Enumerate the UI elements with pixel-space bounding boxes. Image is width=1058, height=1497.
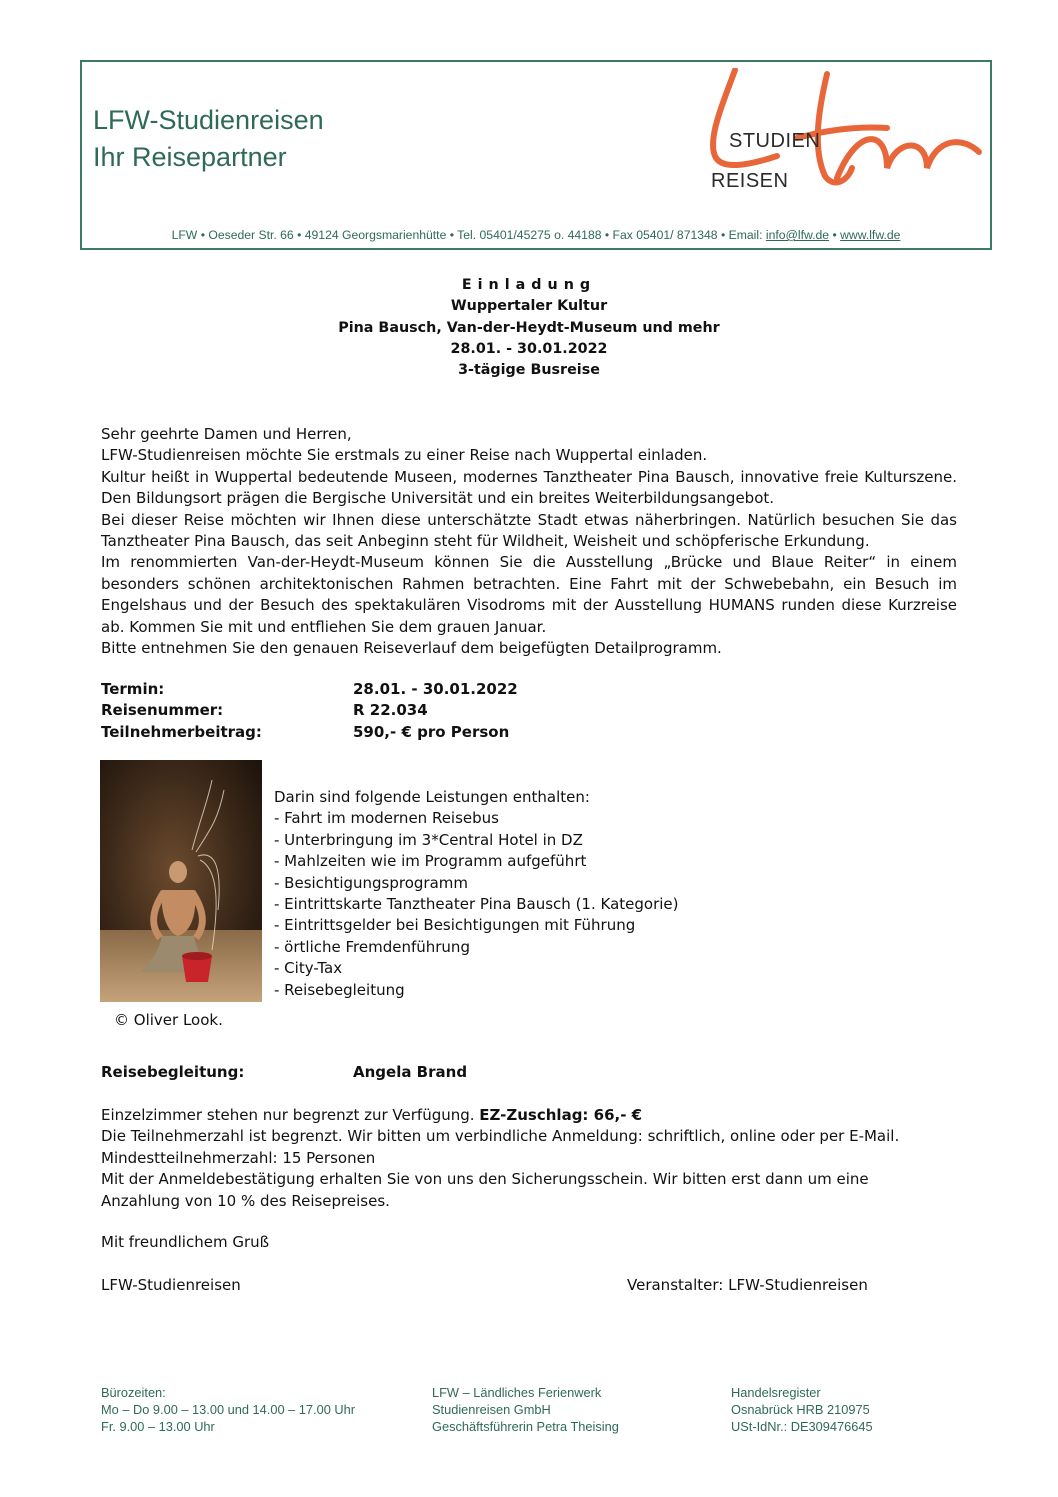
title-line-einladung: Einladung xyxy=(461,277,597,293)
service-item: - Reisebegleitung xyxy=(274,980,405,999)
paragraph-intro: LFW-Studienreisen möchte Sie erstmals zu einer Reise nach Wuppertal einladen. xyxy=(101,446,708,465)
confirmation-note: Mit der Anmeldebestätigung erhalten Sie von uns den Sicherungsschein. Wir bitten erst dann um eine xyxy=(101,1170,869,1189)
service-item: - Eintrittsgelder bei Besichtigungen mit Führung xyxy=(274,916,636,935)
service-item: - Fahrt im modernen Reisebus xyxy=(274,809,499,828)
deposit-note: Anzahlung von 10 % des Reisepreises. xyxy=(101,1191,390,1210)
logo-text-studien: STUDIEN xyxy=(729,130,821,152)
footer-company xyxy=(432,1384,619,1435)
service-item: - City-Tax xyxy=(274,959,343,978)
guide-name: Angela Brand xyxy=(353,1063,468,1081)
dancer-photo-illustration xyxy=(100,760,262,1002)
footer-line: Bürozeiten: xyxy=(101,1385,166,1400)
fact-label: Reisenummer: xyxy=(101,701,224,720)
dancer-photo xyxy=(100,760,262,1002)
footer-line: USt-IdNr.: DE309476645 xyxy=(731,1419,873,1434)
company-tagline: Ihr Reisepartner xyxy=(93,142,287,172)
company-name: LFW-Studienreisen xyxy=(93,105,324,135)
salutation: Sehr geehrte Damen und Herren, xyxy=(101,425,352,443)
footer-line: Handelsregister xyxy=(731,1385,821,1400)
service-item: - Unterbringung im 3*Central Hotel in DZ xyxy=(274,830,583,849)
footer-line: LFW – Ländliches Ferienwerk xyxy=(432,1385,602,1400)
fact-value: R 22.034 xyxy=(353,701,428,720)
fact-row xyxy=(101,700,518,721)
title-line-dates: 28.01. - 30.01.2022 xyxy=(450,340,608,357)
title-line-trip-name: Wuppertaler Kultur xyxy=(450,298,608,315)
single-room-surcharge: EZ-Zuschlag: 66,- € xyxy=(479,1106,643,1124)
participants-note: Die Teilnehmerzahl ist begrenzt. Wir bitten um verbindliche Anmeldung: schriftlich, online oder per E-Mail. xyxy=(101,1127,900,1146)
invitation-title xyxy=(0,275,1058,381)
footer-line: Fr. 9.00 – 13.00 Uhr xyxy=(101,1419,215,1434)
signature-left: LFW-Studienreisen xyxy=(101,1276,241,1294)
footer-office-hours xyxy=(101,1384,355,1435)
service-item: - örtliche Fremdenführung xyxy=(274,937,470,956)
title-line-subtitle: Pina Bausch, Van-der-Heydt-Museum und mehr xyxy=(338,319,720,336)
logo-text-reisen: REISEN xyxy=(711,170,789,192)
paragraph-program: Bitte entnehmen Sie den genauen Reiseverlauf dem beigefügten Detailprogramm. xyxy=(101,639,722,658)
footer-line: Mo – Do 9.00 – 13.00 und 14.00 – 17.00 Uhr xyxy=(101,1402,355,1417)
tour-guide xyxy=(101,1063,467,1081)
services-intro: Darin sind folgende Leistungen enthalten: xyxy=(274,788,590,806)
trip-facts xyxy=(101,679,518,743)
paragraph-culture: Kultur heißt in Wuppertal bedeutende Museen, modernes Tanztheater Pina Bausch, innovative freie Kulturszene. Den Bildungsort prägen die Bergische Universität und ein breites Weiterbildungsangebot. xyxy=(101,467,957,508)
website-link[interactable]: www.lfw.de xyxy=(840,228,901,242)
single-room-note xyxy=(101,1105,961,1126)
fact-label: Termin: xyxy=(101,680,165,698)
closing-greeting: Mit freundlichem Gruß xyxy=(101,1233,270,1251)
contact-line xyxy=(82,228,990,242)
fact-value: 28.01. - 30.01.2022 xyxy=(353,680,518,698)
footer-register xyxy=(731,1384,873,1435)
service-item: - Mahlzeiten wie im Programm aufgeführt xyxy=(274,852,587,871)
footer-line: Osnabrück HRB 210975 xyxy=(731,1402,870,1417)
contact-text: LFW • Oeseder Str. 66 • 49124 Georgsmarienhütte • Tel. 05401/45275 o. 44188 • Fax 05401/ 871348 • Email: xyxy=(171,228,766,242)
fact-row xyxy=(101,679,518,700)
fact-value: 590,- € pro Person xyxy=(353,722,510,741)
title-line-duration: 3-tägige Busreise xyxy=(458,362,600,379)
contact-separator: • xyxy=(829,228,841,242)
fact-row xyxy=(101,722,518,743)
email-link[interactable]: info@lfw.de xyxy=(765,228,830,242)
booking-notes xyxy=(101,1105,961,1212)
paragraph-city: Bei dieser Reise möchten wir Ihnen diese unterschätzte Stadt etwas näherbringen. Natürlich besuchen Sie das Tanztheater Pina Bausch, das seit Anbeginn steht für Wildheit, Weisheit und schöpferische Erkundung. xyxy=(101,510,957,551)
company-logo xyxy=(687,68,987,198)
included-services xyxy=(274,787,679,1001)
fact-label: Teilnehmerbeitrag: xyxy=(101,722,262,741)
service-item: - Eintrittskarte Tanztheater Pina Bausch (1. Kategorie) xyxy=(274,895,679,914)
footer-line: Studienreisen GmbH xyxy=(432,1402,551,1417)
letter-body xyxy=(101,424,957,659)
single-room-text: Einzelzimmer stehen nur begrenzt zur Verfügung. xyxy=(101,1106,480,1124)
paragraph-museum: Im renommierten Van-der-Heydt-Museum können Sie die Ausstellung „Brücke und Blaue Reiter“ in einem besonders schönen architektonischen Rahmen betrachten. Eine Fahrt mit der Schwebebahn, ein Besuch im Engelshaus und der Besuch des spektakulären Visodroms mit der Ausstellung HUMANS runden diese Kurzreise ab. Kommen Sie mit und entfliehen Sie dem grauen Januar. xyxy=(101,553,957,636)
service-item: - Besichtigungsprogramm xyxy=(274,873,468,892)
signature-right: Veranstalter: LFW-Studienreisen xyxy=(627,1276,868,1294)
letterhead-title xyxy=(93,102,324,176)
footer-line: Geschäftsführerin Petra Theising xyxy=(432,1419,619,1434)
guide-label: Reisebegleitung: xyxy=(101,1063,245,1081)
letterhead xyxy=(80,60,992,250)
minimum-participants: Mindestteilnehmerzahl: 15 Personen xyxy=(101,1148,376,1167)
photo-credit: © Oliver Look. xyxy=(114,1011,223,1029)
